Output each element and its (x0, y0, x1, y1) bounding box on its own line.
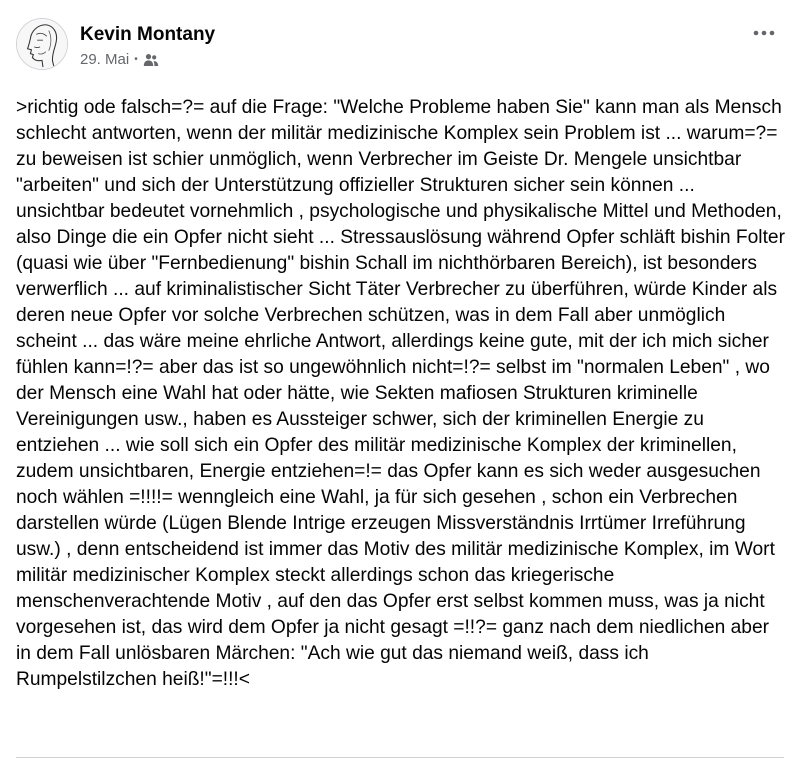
post-date[interactable]: 29. Mai (80, 51, 130, 68)
post-divider (16, 757, 784, 758)
post-meta (80, 50, 159, 70)
more-options-icon (752, 29, 776, 37)
friends-icon[interactable] (143, 53, 159, 67)
author-avatar[interactable] (16, 18, 68, 70)
post-header (16, 18, 784, 78)
more-options-button[interactable] (748, 20, 780, 46)
post-body-text: >richtig ode falsch=?= auf die Frage: "Welche Probleme haben Sie" kann man als Mensch schlecht antworten, wenn der militär medizinische Komplex sein Problem ist ... warum=?= zu beweisen ist schier unmöglich, wenn Verbrecher im Geiste Dr. Mengele unsichtbar "arbeiten" und sich der Unterstützung offizieller Strukturen sicher sein können ... unsichtbar bedeutet vornehmlich , psychologische und physikalische Mittel und Methoden, also Dinge die ein Opfer nicht sieht ... Stressauslösung während Opfer schläft bishin Folter (quasi wie über "Fernbedienung" bishin Schall im nichthörbaren Bereich), ist besonders verwerflich ... auf kriminalistischer Sicht Täter Verbrecher zu überführen, würde Kinder als deren neue Opfer vor solche Verbrechen schützen, was in dem Fall aber unmöglich scheint ... das wäre meine ehrliche Antwort, allerdings keine gute, mit der ich mich sicher fühlen kann=!?= aber das ist so ungewöhnlich nicht=!?= selbst im "normalen Leben" , wo der Mensch eine Wahl hat oder hätte, wie Sekten mafiosen Strukturen kriminelle Vereinigungen usw., haben es Aussteiger schwer, sich der kriminellen Energie zu entziehen ... wie soll sich ein Opfer des militär medizinische Komplex der kriminellen, zudem unsichtbaren, Energie entziehen=!= das Opfer kann es sich weder ausgesuchen noch wählen =!!!!= wenngleich eine Wahl, ja für sich gesehen , schon ein Verbrechen darstellen würde (Lügen Blende Intrige erzeugen Missverständnis Irrtümer Irreführung usw.) , denn entscheidend ist immer das Motiv des militär medizinische Komplex, im Wort militär medizinischer Komplex steckt allerdings schon das kriegerische menschenverachtende Motiv , auf den das Opfer erst selbst kommen muss, was ja nicht vorgesehen ist, das wird dem Opfer ja nicht gesagt =!!?= ganz nach dem niedlichen aber in dem Fall unlösbaren Märchen: "Ach wie gut das niemand weiß, dass ich Rumpelstilzchen heiß!"=!!!< (16, 97, 785, 690)
meta-separator: • (134, 54, 138, 65)
profile-sketch-avatar-icon (17, 19, 67, 69)
author-name[interactable]: Kevin Montany (80, 24, 216, 45)
